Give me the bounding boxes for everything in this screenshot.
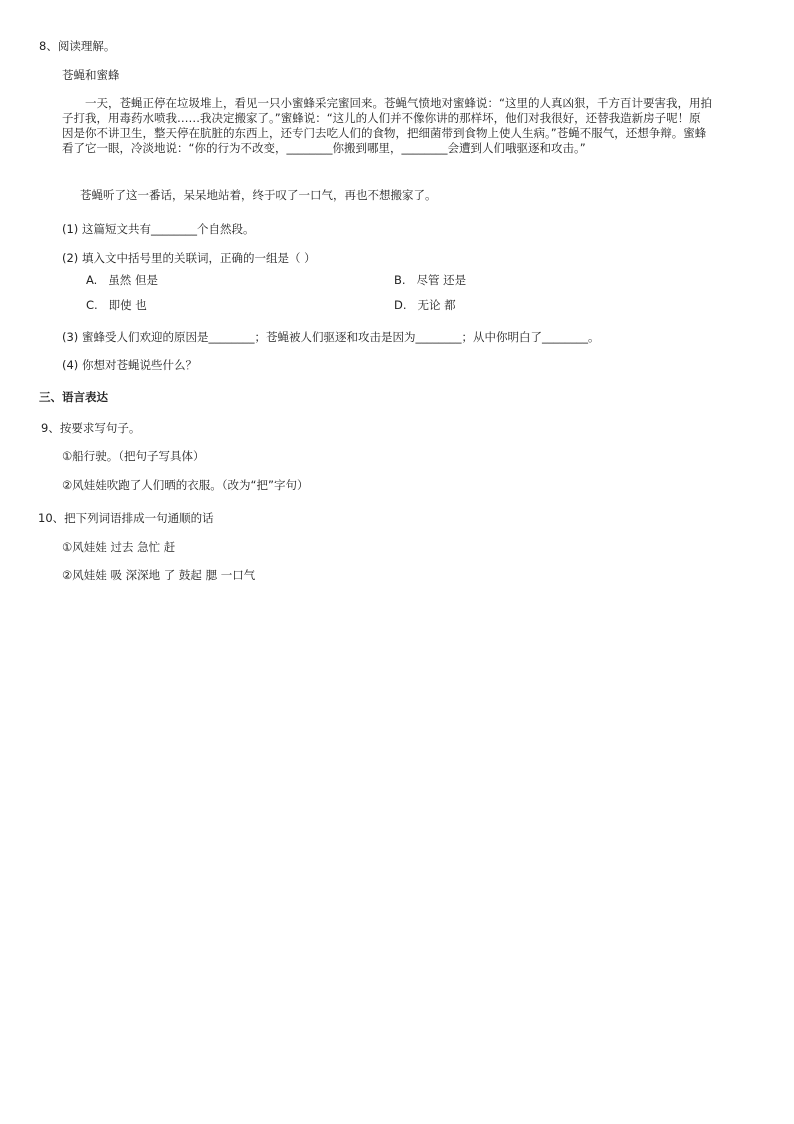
story-paragraph-2: 苍蝇听了这一番话，呆呆地站着，终于叹了一口气，再也不想搬家了。: [80, 188, 437, 202]
sub-question-4: (4) 你想对苍蝇说些什么？: [62, 358, 197, 372]
question-10-item-1: ①风娃娃 过去 急忙 赶: [62, 540, 176, 554]
question-9-item-2: ②风娃娃吹跑了人们晒的衣服。（改为“把”字句）: [62, 478, 309, 492]
option-d-text: 无论 都: [417, 298, 456, 312]
sub-question-1: (1) 这篇短文共有________个自然段。: [62, 222, 255, 236]
question-10-heading: 10、把下列词语排成一句通顺的话: [38, 511, 214, 525]
section-3-title: 三、语言表达: [39, 390, 108, 404]
question-8-heading: 8、阅读理解。: [39, 39, 116, 53]
option-c: [86, 298, 147, 313]
option-d-label: D.: [394, 298, 407, 312]
option-a-text: 虽然 但是: [108, 273, 158, 287]
option-d: [394, 298, 456, 313]
story-title: 苍蝇和蜜蜂: [62, 68, 120, 82]
option-a-label: A.: [86, 273, 98, 287]
sub-question-3: (3) 蜜蜂受人们欢迎的原因是________；苍蝇被人们驱逐和攻击是因为________；从中你明白了________。: [62, 330, 600, 344]
option-b: [394, 273, 466, 288]
option-a: [86, 273, 158, 288]
question-9-item-1: ①船行驶。（把句子写具体）: [62, 449, 205, 463]
option-c-text: 即使 也: [108, 298, 147, 312]
option-b-text: 尽管 还是: [416, 273, 467, 287]
option-c-label: C.: [86, 298, 98, 312]
sub-question-2: (2) 填入文中括号里的关联词，正确的一组是（ ）: [62, 251, 316, 265]
question-9-heading: 9、按要求写句子。: [41, 421, 141, 435]
story-paragraph-1: 一天，苍蝇正停在垃圾堆上，看见一只小蜜蜂采完蜜回来。苍蝇气愤地对蜜蜂说：“这里的人真凶狠，千方百计要害我，用拍子打我，用毒药水喷我……我决定搬家了。”蜜蜂说：“这儿的人们并不像你讲的那样坏，他们对我很好，还替我造新房子呢！原因是你不讲卫生，整天停在肮脏的东西上，还专门去吃人们的食物，把细菌带到食物上使人生病。”苍蝇不服气，还想争辩。蜜蜂看了它一眼，冷淡地说：“你的行为不改变，________你搬到哪里，________会遭到人们哦驱逐和攻击。”: [62, 96, 712, 155]
option-b-label: B.: [394, 273, 406, 287]
question-10-item-2: ②风娃娃 吸 深深地 了 鼓起 腮 一口气: [62, 568, 256, 582]
